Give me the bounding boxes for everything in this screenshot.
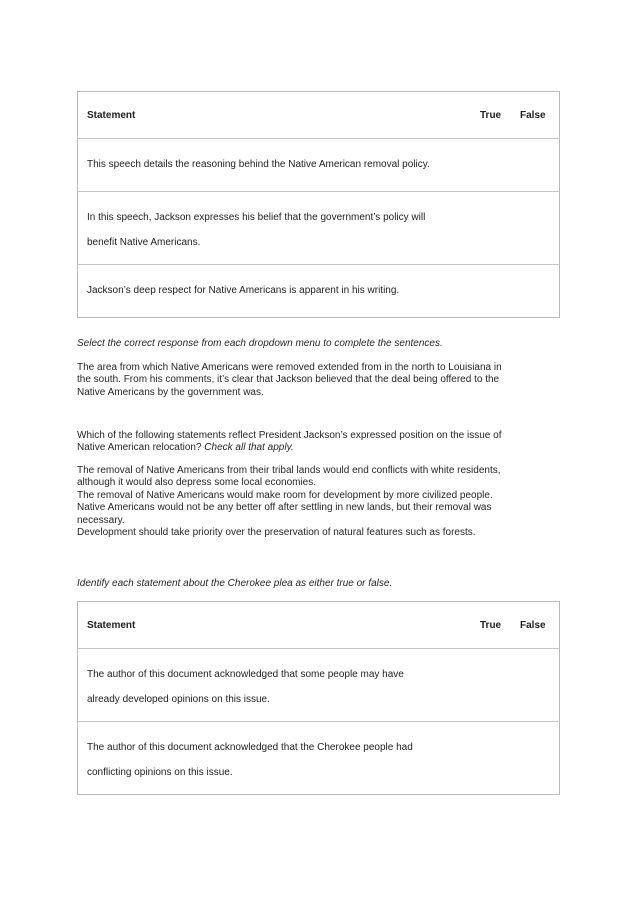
false-header: False (520, 92, 560, 139)
paragraph-line: the south. From his comments, it’s clear that Jackson believed that the deal being offered to the (77, 374, 500, 386)
false-cell[interactable] (520, 649, 560, 722)
question-line: Native American relocation? (77, 442, 205, 454)
statement-text (87, 722, 480, 785)
table-row (78, 722, 560, 795)
option-line[interactable]: necessary. (77, 514, 125, 526)
statement-line: In this speech, Jackson expresses his belief that the government’s policy will (87, 212, 426, 223)
statement-cell (78, 265, 481, 318)
false-cell[interactable] (520, 192, 560, 265)
statement-line: benefit Native Americans. (87, 237, 201, 248)
table-row (78, 192, 560, 265)
table-row (78, 139, 560, 192)
relocation-question (77, 430, 563, 455)
statement-line: conflicting opinions on this issue. (87, 767, 233, 778)
statement-cell (78, 722, 481, 795)
statement-text: This speech details the reasoning behind the Native American removal policy. (87, 159, 430, 170)
question-line: Which of the following statements reflect President Jackson’s expressed position on the issue of (77, 430, 502, 441)
option-line[interactable]: although it would also depress some local economies. (77, 477, 317, 489)
dropdown-paragraph (77, 362, 563, 399)
cherokee-instruction: Identify each statement about the Cherokee plea as either true or false. (77, 578, 393, 589)
paragraph-line: Native Americans by the government was. (77, 386, 264, 398)
option-line[interactable]: Development should take priority over the preservation of natural features such as forests. (77, 527, 476, 539)
statement-header: Statement (78, 602, 481, 649)
answer-options (77, 465, 563, 539)
false-cell[interactable] (520, 265, 560, 318)
statement-cell (78, 649, 481, 722)
statement-header: Statement (78, 92, 481, 139)
table-header-row (78, 602, 560, 649)
option-line[interactable]: Native Americans would not be any better off after settling in new lands, but their removal was (77, 502, 492, 514)
option-line[interactable]: The removal of Native Americans from their tribal lands would end conflicts with white residents, (77, 465, 501, 476)
true-false-table-speech (77, 91, 560, 318)
table-header-row (78, 92, 560, 139)
true-cell[interactable] (480, 722, 520, 795)
true-header: True (480, 92, 520, 139)
table-row (78, 265, 560, 318)
table-row (78, 649, 560, 722)
true-cell[interactable] (480, 649, 520, 722)
statement-line: already developed opinions on this issue. (87, 694, 270, 705)
statement-cell (78, 192, 481, 265)
true-cell[interactable] (480, 192, 520, 265)
false-cell[interactable] (520, 722, 560, 795)
statement-line: The author of this document acknowledged that the Cherokee people had (87, 742, 413, 753)
paragraph-line: The area from which Native Americans were removed extended from in the north to Louisiana in (77, 362, 502, 373)
statement-cell (78, 139, 481, 192)
false-cell[interactable] (520, 139, 560, 192)
statement-text (87, 192, 480, 255)
statement-text: Jackson’s deep respect for Native Americans is apparent in his writing. (87, 285, 400, 296)
true-header: True (480, 602, 520, 649)
dropdown-instruction: Select the correct response from each dropdown menu to complete the sentences. (77, 338, 443, 349)
true-false-table-cherokee (77, 601, 560, 795)
true-cell[interactable] (480, 139, 520, 192)
option-line[interactable]: The removal of Native Americans would make room for development by more civilized people. (77, 489, 493, 501)
statement-text (87, 649, 480, 712)
statement-line: The author of this document acknowledged that some people may have (87, 669, 404, 680)
false-header: False (520, 602, 560, 649)
true-cell[interactable] (480, 265, 520, 318)
check-all-note: Check all that apply. (204, 442, 294, 454)
